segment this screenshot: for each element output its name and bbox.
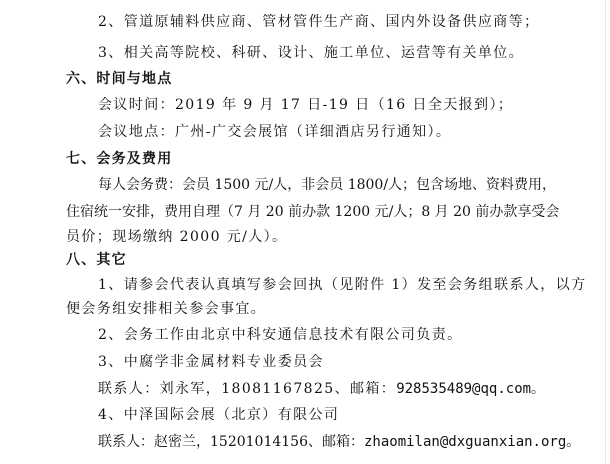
section-heading-other: 八、其它 <box>66 252 127 268</box>
contact-2-text: 联系人：赵密兰，15201014156、邮箱： <box>98 434 364 450</box>
meeting-location: 会议地点：广州-广交会展馆（详细酒店另行通知）。 <box>98 124 452 140</box>
other-item-1-line-1: 1、请参会代表认真填写参会回执（见附件 1）发至会务组联系人，以方 <box>98 277 587 293</box>
other-item-4: 4、中泽国际会展（北京）有限公司 <box>98 407 340 423</box>
contact-line-1 <box>98 380 546 398</box>
meeting-time: 会议时间：2019 年 9 月 17 日-19 日（16 日全天报到）； <box>98 97 514 113</box>
other-item-1-line-2: 便会务组安排相关参会事宜。 <box>66 301 267 317</box>
attendee-item-2: 2、管道原辅料供应商、管材管件生产商、国内外设备供应商等； <box>98 14 540 30</box>
page-edge-divider <box>605 0 606 464</box>
contact-2-period: 。 <box>566 434 581 450</box>
other-item-3: 3、中腐学非金属材料专业委员会 <box>98 354 324 370</box>
contact-2-email-link[interactable]: zhaomilan@dxguanxian.org <box>363 434 567 450</box>
fee-paragraph-line-1: 每人会务费：会员 1500 元/人，非会员 1800/人；包含场地、资料费用， <box>98 177 557 193</box>
section-heading-fees: 七、会务及费用 <box>66 151 173 167</box>
fee-paragraph-line-2: 住宿统一安排，费用自理（7 月 20 前办款 1200 元/人；8 月 20 前办款享受会 <box>66 204 560 220</box>
contact-1-email-link[interactable]: 928535489@qq.com <box>396 381 532 397</box>
section-heading-time-location: 六、时间与地点 <box>66 71 173 87</box>
other-item-2: 2、会务工作由北京中科安通信息技术有限公司负责。 <box>98 327 463 343</box>
contact-1-period: 。 <box>531 381 547 397</box>
fee-paragraph-line-3: 员价；现场缴纳 2000 元/人）。 <box>66 229 288 245</box>
contact-line-2 <box>98 433 580 451</box>
contact-1-text: 联系人：刘永军，18081167825、邮箱： <box>98 381 397 397</box>
attendee-item-3: 3、相关高等院校、科研、设计、施工单位、运营等有关单位。 <box>98 45 525 61</box>
